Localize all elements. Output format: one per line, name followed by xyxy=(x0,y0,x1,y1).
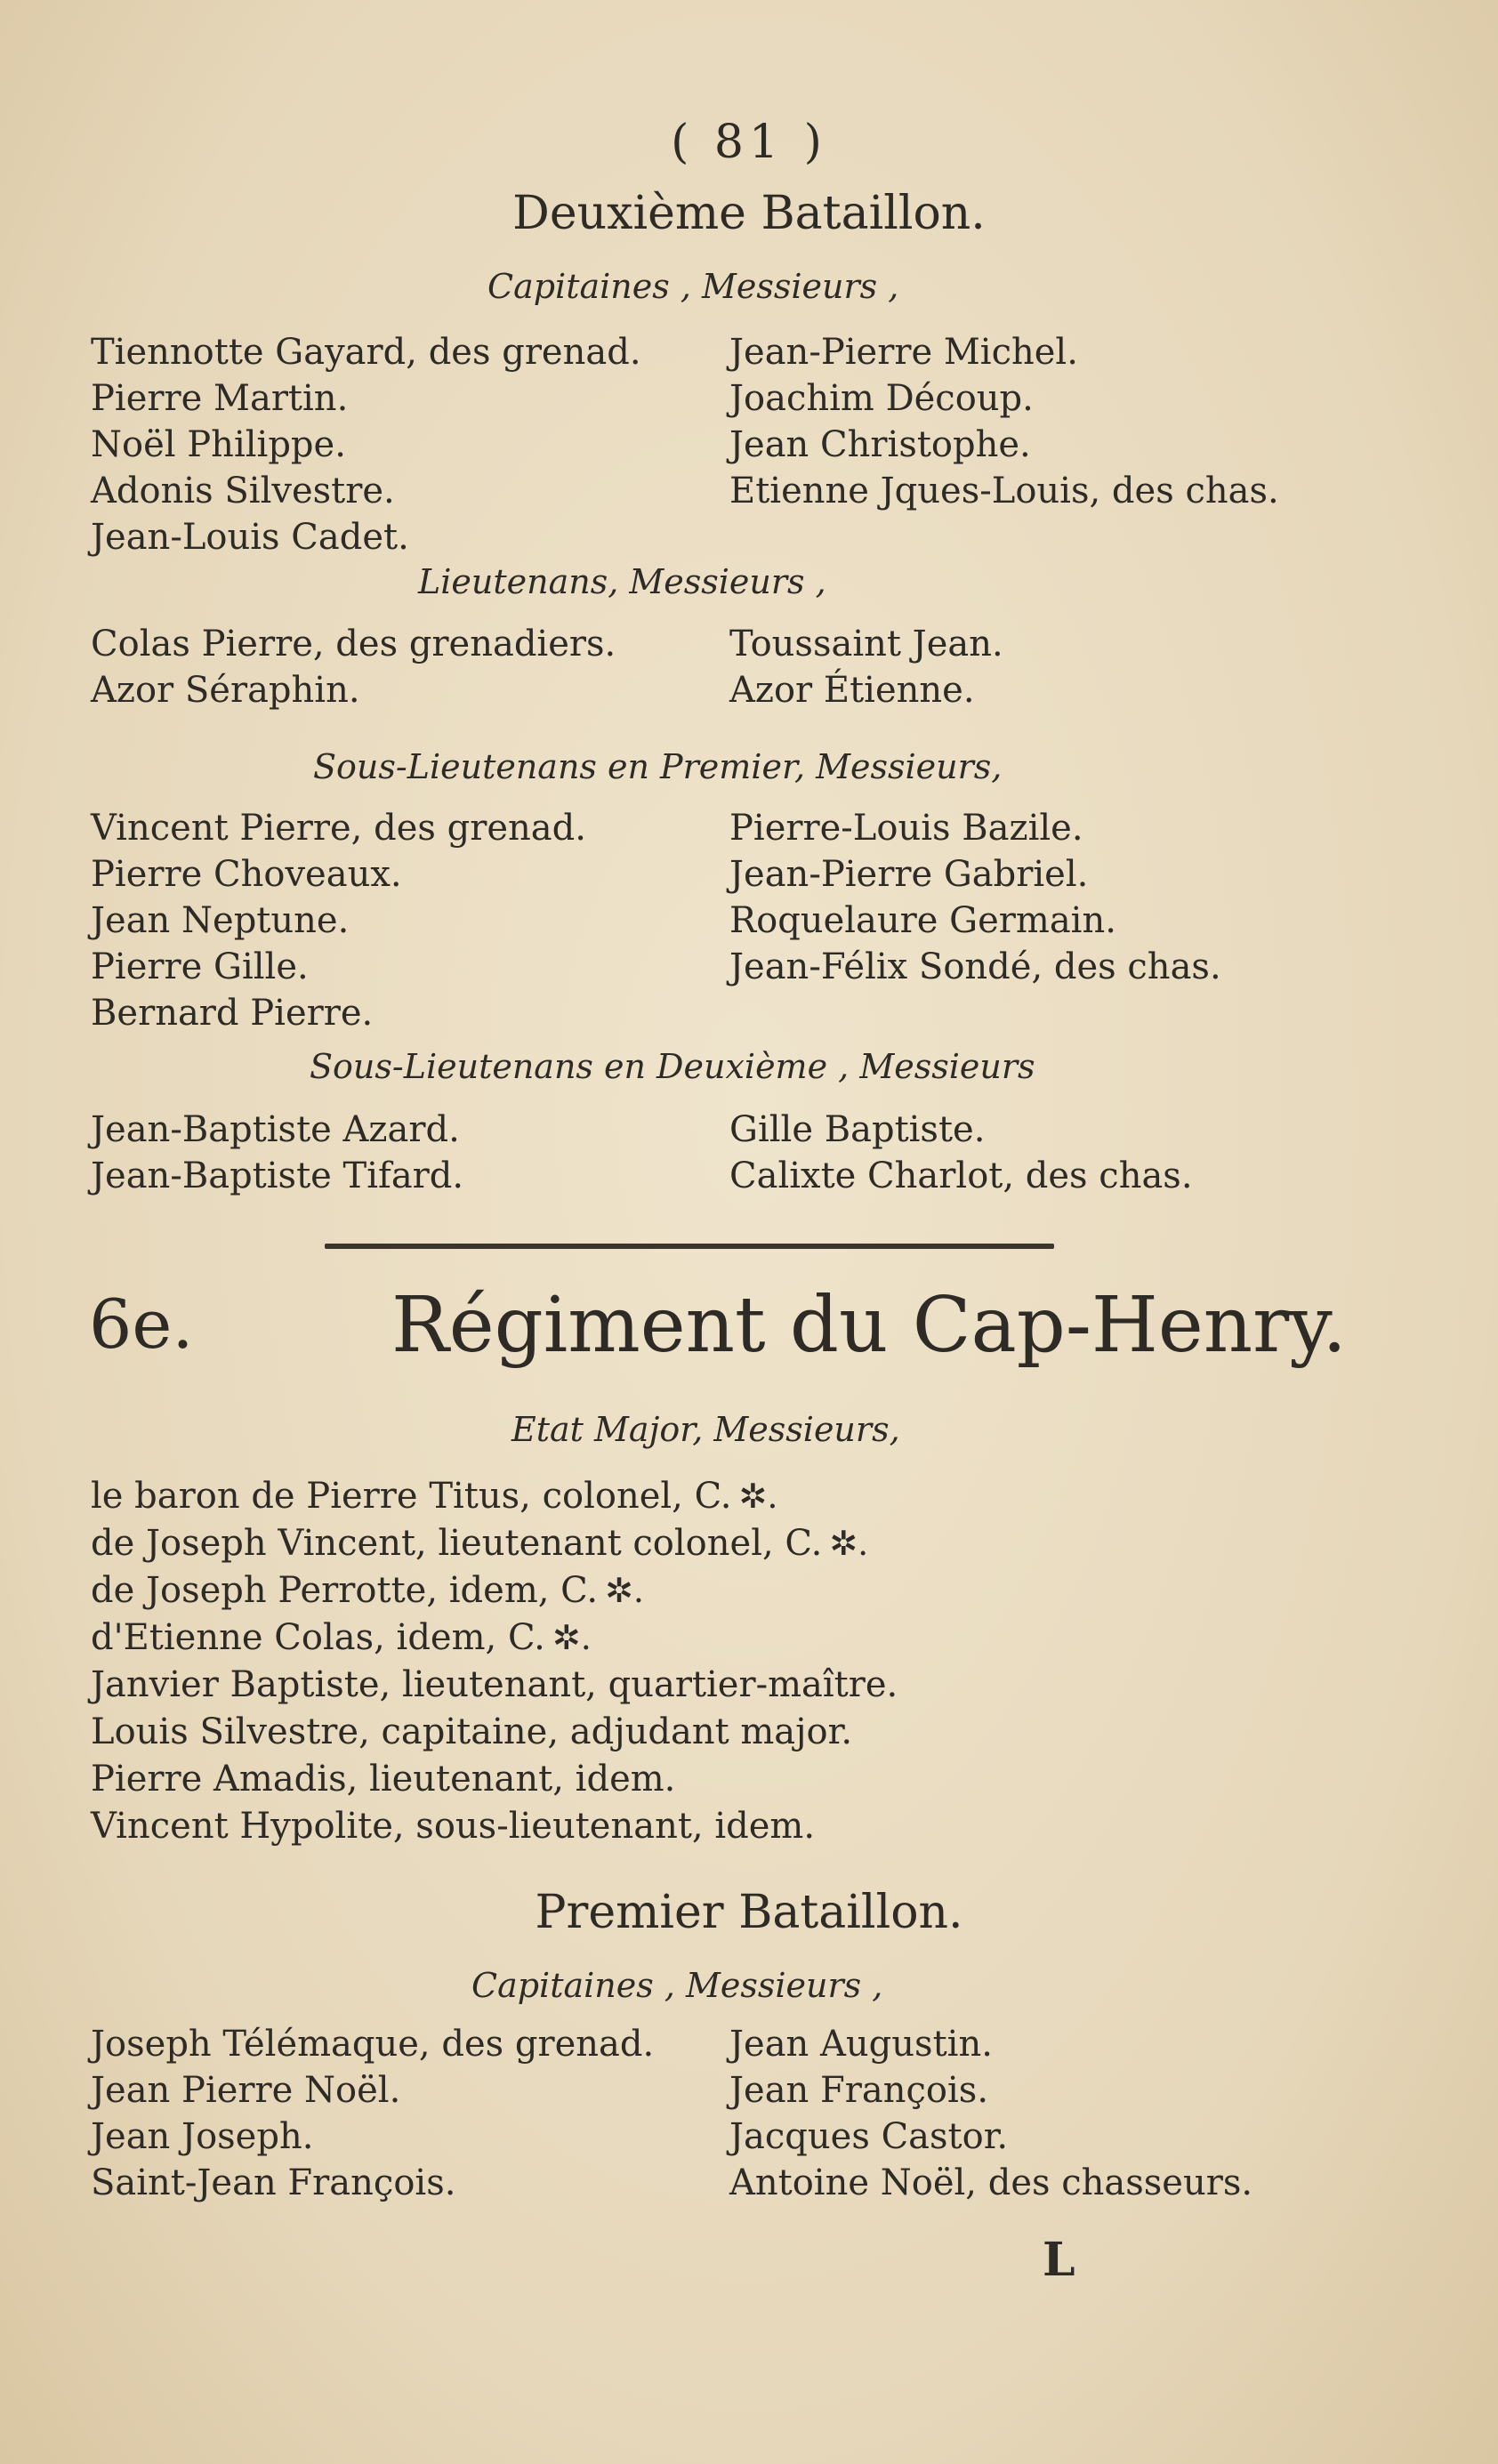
list-item: Antoine Noël, des chasseurs. xyxy=(729,2162,1253,2203)
list-item: Bernard Pierre. xyxy=(91,993,374,1034)
sous-lieutenans-deuxieme-heading: Sous-Lieutenans en Deuxième , Messieurs xyxy=(310,1047,1035,1086)
capitaines-right-list xyxy=(729,329,1279,514)
order-cross-icon: ✲. xyxy=(605,1571,644,1610)
staff-list xyxy=(91,1473,898,1850)
divider-rule xyxy=(325,1244,1054,1249)
order-cross-icon: ✲. xyxy=(829,1524,869,1563)
sous-lieutenans-deuxieme-left-list xyxy=(91,1107,463,1199)
signature-mark: L xyxy=(1043,2233,1075,2287)
sous-lieutenans-premier-heading: Sous-Lieutenans en Premier, Messieurs, xyxy=(313,747,1003,786)
etat-major-heading: Etat Major, Messieurs, xyxy=(511,1410,900,1449)
staff-item: Janvier Baptiste, lieutenant, quartier-maître. xyxy=(91,1664,898,1705)
list-item: Pierre-Louis Bazile. xyxy=(729,808,1083,849)
section-title-premier-bataillon: Premier Bataillon. xyxy=(535,1886,963,1939)
capitaines-heading: Capitaines , Messieurs , xyxy=(487,267,899,306)
list-item: Etienne Jques-Louis, des chas. xyxy=(729,471,1279,511)
list-item: Gille Baptiste. xyxy=(729,1109,986,1150)
list-item: Jean-Pierre Gabriel. xyxy=(729,854,1089,895)
list-item: Vincent Pierre, des grenad. xyxy=(91,808,586,849)
list-item: Jacques Castor. xyxy=(729,2116,1009,2157)
capitaines-left-list xyxy=(91,329,641,560)
sous-lieutenans-premier-right-list xyxy=(729,805,1221,990)
staff-item: Louis Silvestre, capitaine, adjudant major. xyxy=(91,1711,853,1752)
order-cross-icon: ✲. xyxy=(552,1618,592,1657)
lieutenans-left-list xyxy=(91,621,616,713)
list-item: Toussaint Jean. xyxy=(729,624,1003,664)
regiment-heading xyxy=(0,1281,1498,1370)
list-item: Jean Augustin. xyxy=(729,2024,993,2065)
regiment-number: 6e. xyxy=(89,1284,194,1364)
list-item: Jean Neptune. xyxy=(91,900,350,941)
staff-item: Pierre Amadis, lieutenant, idem. xyxy=(91,1759,676,1800)
list-item: Joachim Découp. xyxy=(729,378,1034,419)
list-item: Azor Séraphin. xyxy=(91,670,360,711)
sous-lieutenans-premier-left-list xyxy=(91,805,586,1036)
staff-item: de Joseph Perrotte, idem, C. ✲. xyxy=(91,1567,898,1614)
list-item: Pierre Martin. xyxy=(91,378,349,419)
list-item: Jean Joseph. xyxy=(91,2116,314,2157)
list-item: Azor Étienne. xyxy=(729,670,975,711)
list-item: Jean-Pierre Michel. xyxy=(729,332,1078,373)
premier-capitaines-right-list xyxy=(729,2021,1252,2206)
premier-capitaines-left-list xyxy=(91,2021,654,2206)
section-title-deuxieme-bataillon: Deuxième Bataillon. xyxy=(512,187,986,240)
list-item: Pierre Choveaux. xyxy=(91,854,402,895)
list-item: Jean François. xyxy=(729,2070,989,2111)
page-number: ( 81 ) xyxy=(671,116,827,169)
list-item: Jean Christophe. xyxy=(729,424,1031,465)
lieutenans-right-list xyxy=(729,621,1003,713)
order-cross-icon: ✲. xyxy=(738,1477,778,1516)
list-item: Noël Philippe. xyxy=(91,424,346,465)
list-item: Joseph Télémaque, des grenad. xyxy=(91,2024,655,2065)
list-item: Jean-Louis Cadet. xyxy=(91,517,409,558)
staff-item: d'Etienne Colas, idem, C. ✲. xyxy=(91,1614,898,1662)
premier-capitaines-heading: Capitaines , Messieurs , xyxy=(471,1966,883,2005)
list-item: Saint-Jean François. xyxy=(91,2162,456,2203)
list-item: Tiennotte Gayard, des grenad. xyxy=(91,332,641,373)
list-item: Pierre Gille. xyxy=(91,946,309,987)
sous-lieutenans-deuxieme-right-list xyxy=(729,1107,1193,1199)
regiment-title: Régiment du Cap-Henry. xyxy=(391,1281,1347,1370)
list-item: Jean-Baptiste Azard. xyxy=(91,1109,460,1150)
staff-item: le baron de Pierre Titus, colonel, C. ✲. xyxy=(91,1473,898,1520)
staff-item: Vincent Hypolite, sous-lieutenant, idem. xyxy=(91,1806,816,1847)
list-item: Adonis Silvestre. xyxy=(91,471,395,511)
list-item: Jean Pierre Noël. xyxy=(91,2070,401,2111)
lieutenans-heading: Lieutenans, Messieurs , xyxy=(418,562,826,601)
staff-item: de Joseph Vincent, lieutenant colonel, C. ✲. xyxy=(91,1520,898,1567)
list-item: Roquelaure Germain. xyxy=(729,900,1116,941)
list-item: Jean-Félix Sondé, des chas. xyxy=(729,946,1221,987)
list-item: Calixte Charlot, des chas. xyxy=(729,1156,1193,1196)
list-item: Colas Pierre, des grenadiers. xyxy=(91,624,616,664)
list-item: Jean-Baptiste Tifard. xyxy=(91,1156,464,1196)
